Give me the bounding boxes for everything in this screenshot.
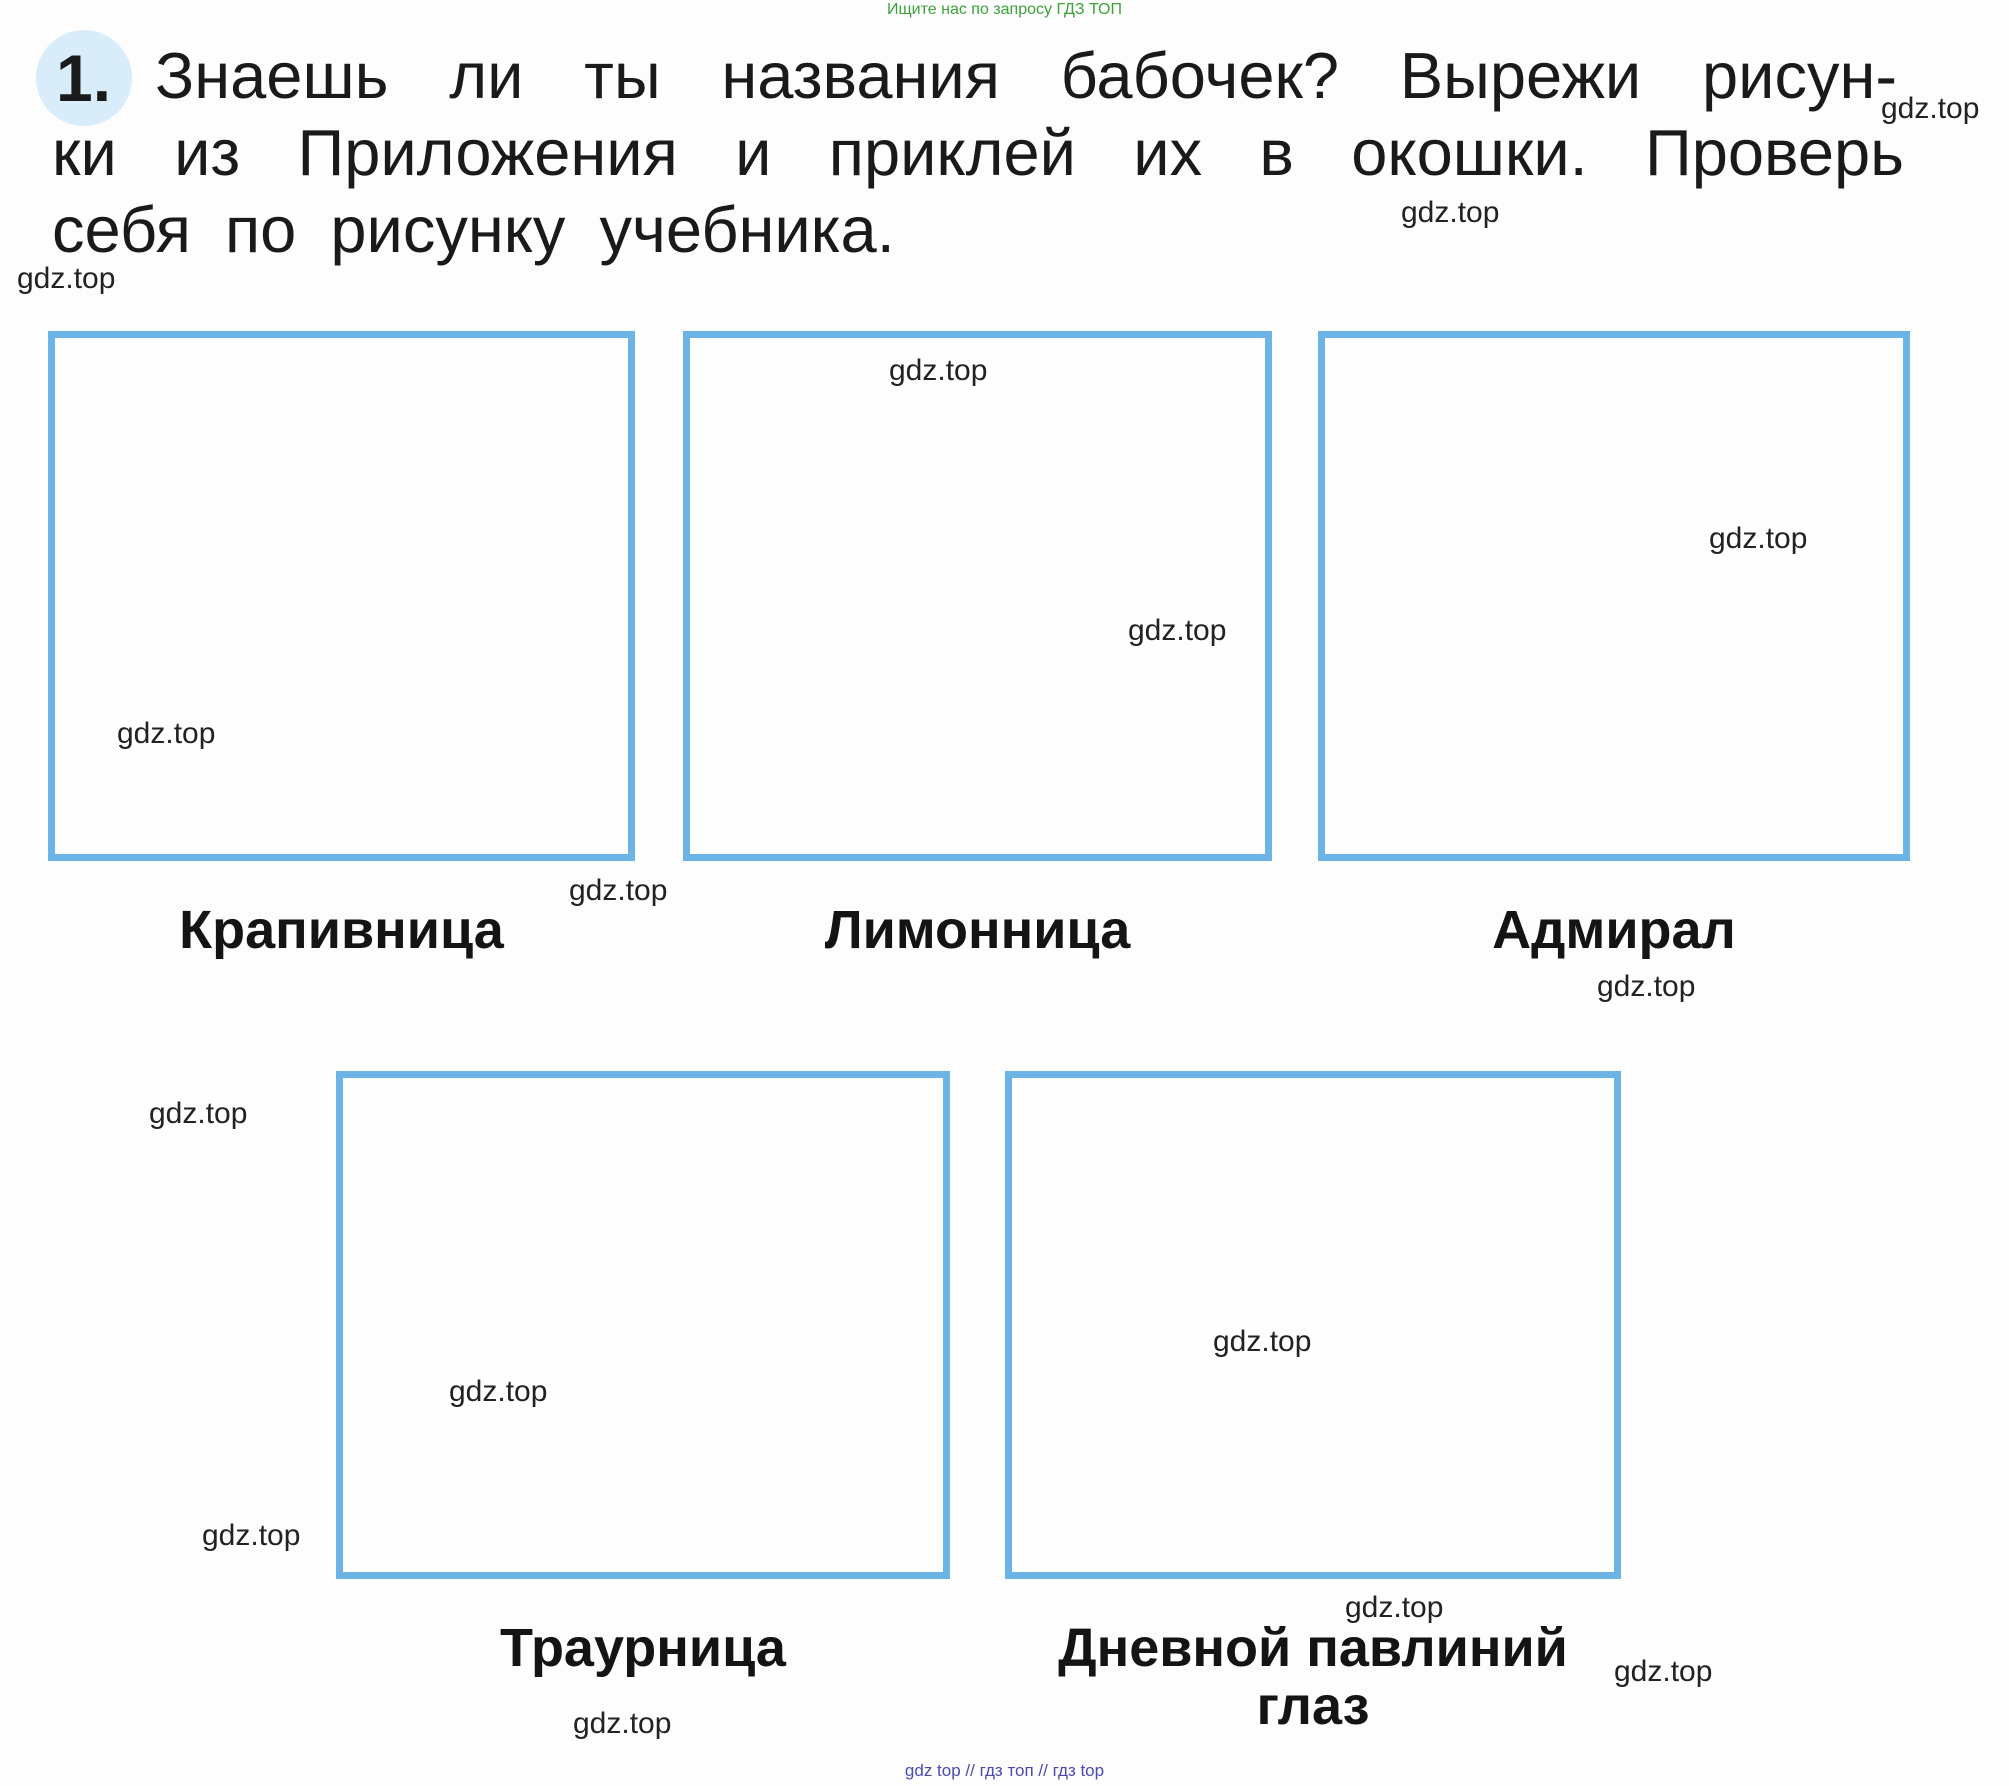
window-krapivnitsa — [48, 331, 635, 861]
window-admiral — [1318, 331, 1910, 861]
instruction-line-2: ки из Приложения и приклей их в окошки. Проверь — [52, 116, 1904, 189]
watermark: gdz.top — [117, 717, 216, 750]
watermark: gdz.top — [17, 262, 116, 295]
label-krapivnitsa: Крапивница — [179, 900, 504, 960]
watermark: gdz.top — [1128, 614, 1227, 647]
label-dnevnoy-pavliniy-line-2: глаз — [1256, 1676, 1370, 1736]
watermark: gdz.top — [1213, 1325, 1312, 1358]
watermark: gdz.top — [889, 354, 988, 387]
watermark: gdz.top — [569, 874, 668, 907]
footer-note: gdz top // гдз топ // гдз top — [904, 1761, 1105, 1780]
label-limonnitsa: Лимонница — [824, 900, 1131, 960]
label-traurnitsa: Траурница — [500, 1618, 786, 1678]
window-dnevnoy-pavliniy-glaz — [1005, 1071, 1621, 1579]
label-admiral: Адмирал — [1492, 900, 1736, 960]
window-traurnitsa — [336, 1071, 950, 1579]
label-dnevnoy-pavliniy-line-1: Дневной павлиний — [1058, 1618, 1568, 1678]
watermark: gdz.top — [1345, 1591, 1444, 1624]
instruction-line-1: Знаешь ли ты названия бабочек? Вырежи рисун- — [155, 39, 1897, 112]
watermark: gdz.top — [149, 1097, 248, 1130]
watermark: gdz.top — [573, 1707, 672, 1740]
watermark: gdz.top — [1881, 92, 1980, 125]
window-limonnitsa — [683, 331, 1272, 861]
watermark: gdz.top — [1709, 522, 1808, 555]
instruction-line-3: себя по рисунку учебника. — [52, 193, 895, 266]
watermark: gdz.top — [1597, 970, 1696, 1003]
watermark: gdz.top — [1614, 1655, 1713, 1688]
watermark: gdz.top — [202, 1519, 301, 1552]
header-search-note: Ищите нас по запросу ГДЗ ТОП — [887, 1, 1122, 18]
watermark: gdz.top — [1401, 196, 1500, 229]
watermark: gdz.top — [449, 1375, 548, 1408]
task-number: 1. — [56, 41, 112, 115]
